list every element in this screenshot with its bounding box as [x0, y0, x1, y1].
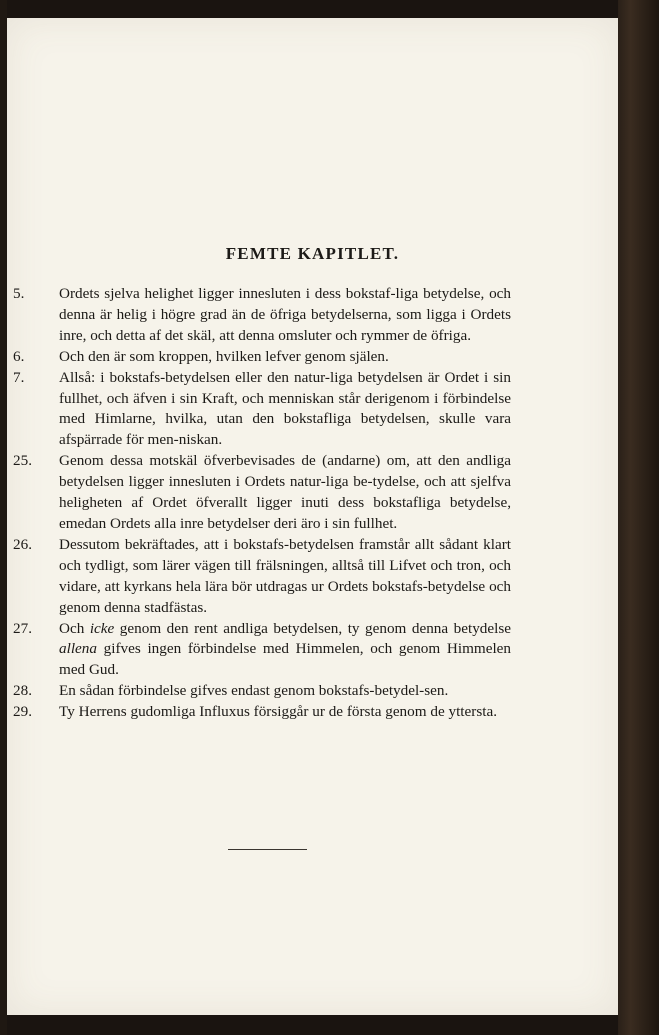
paragraph: [13, 284, 511, 347]
chapter-title: FEMTE KAPITLET.: [225, 244, 400, 263]
paragraph-text: Ty Herrens gudomliga Influxus försiggår ur de första genom de yttersta.: [59, 703, 497, 721]
paragraph-list: [13, 284, 511, 723]
paragraph-text: Dessutom bekräftades, att i bokstafs-betydelsen framstår allt sådant klart och tydligt, som lärer vägen till frälsningen, alltså till Lifvet och tron, och vidare, att kyrkans hela lära bör utdragas ur Ordets bokstafs-betydelse och genom denna stadfästas.: [59, 535, 511, 616]
italic-word: allena: [59, 640, 97, 658]
italic-word: icke: [89, 619, 115, 637]
text-segment: genom den rent andliga betydelsen, ty genom denna betydelse: [114, 619, 511, 637]
paragraph-text: Och den är som kroppen, hvilken lefver genom själen.: [59, 347, 389, 365]
paragraph: [13, 347, 511, 368]
paragraph-text: Allså: i bokstafs-betydelsen eller den natur-liga betydelsen är Ordet i sin fullhet, och äfven i sin Kraft, och menniskan står derigenom i förbindelse med Himlarne, hvilka, utan den bokstafliga betydelsen, skulle vara afspärrade för men-niskan.: [59, 368, 511, 449]
paragraph: [13, 702, 511, 723]
section-divider: [228, 849, 307, 850]
text-segment: Och: [59, 619, 90, 637]
paragraph-number: 27.: [13, 619, 32, 637]
paragraph-number: 28.: [13, 682, 32, 700]
paragraph: [13, 681, 511, 702]
paragraph: [13, 368, 511, 452]
paragraph-number: 26.: [13, 535, 32, 553]
paragraph: [13, 451, 511, 535]
page-edge-right: [618, 0, 659, 1035]
paragraph-text: Genom dessa motskäl öfverbevisades de (andarne) om, att den andliga betydelsen ligger innesluten i Ordets natur-liga be-tydelse, och att sjelfva heligheten af Ordet öfverallt ligger inuti dess bokstafliga betydelse, emedan Ordets alla inre betydelser deri äro i sin fullhet.: [59, 452, 511, 532]
paragraph-text: En sådan förbindelse gifves endast genom bokstafs-betydel-sen.: [59, 682, 449, 700]
paragraph-number: 25.: [13, 452, 32, 470]
paragraph: [13, 535, 511, 619]
paragraph-text: [59, 620, 511, 679]
text-segment: gifves ingen förbindelse med Himmelen, och genom Himmelen med Gud.: [59, 640, 511, 679]
binding-shadow: [0, 0, 7, 1035]
paragraph-number: 29.: [13, 703, 32, 721]
paragraph: [13, 619, 511, 682]
paragraph-number: 5.: [13, 285, 25, 302]
paragraph-number: 6.: [13, 347, 25, 365]
book-page: [7, 18, 618, 1015]
paragraph-text: Ordets sjelva helighet ligger innesluten i dess bokstaf-liga betydelse, och denna är helig i högre grad än de öfriga betydelserna, som ligga i Ordets inre, och detta af det skäl, att denna omsluter och rymmer de öfriga.: [59, 285, 511, 344]
paragraph-number: 7.: [13, 368, 25, 386]
